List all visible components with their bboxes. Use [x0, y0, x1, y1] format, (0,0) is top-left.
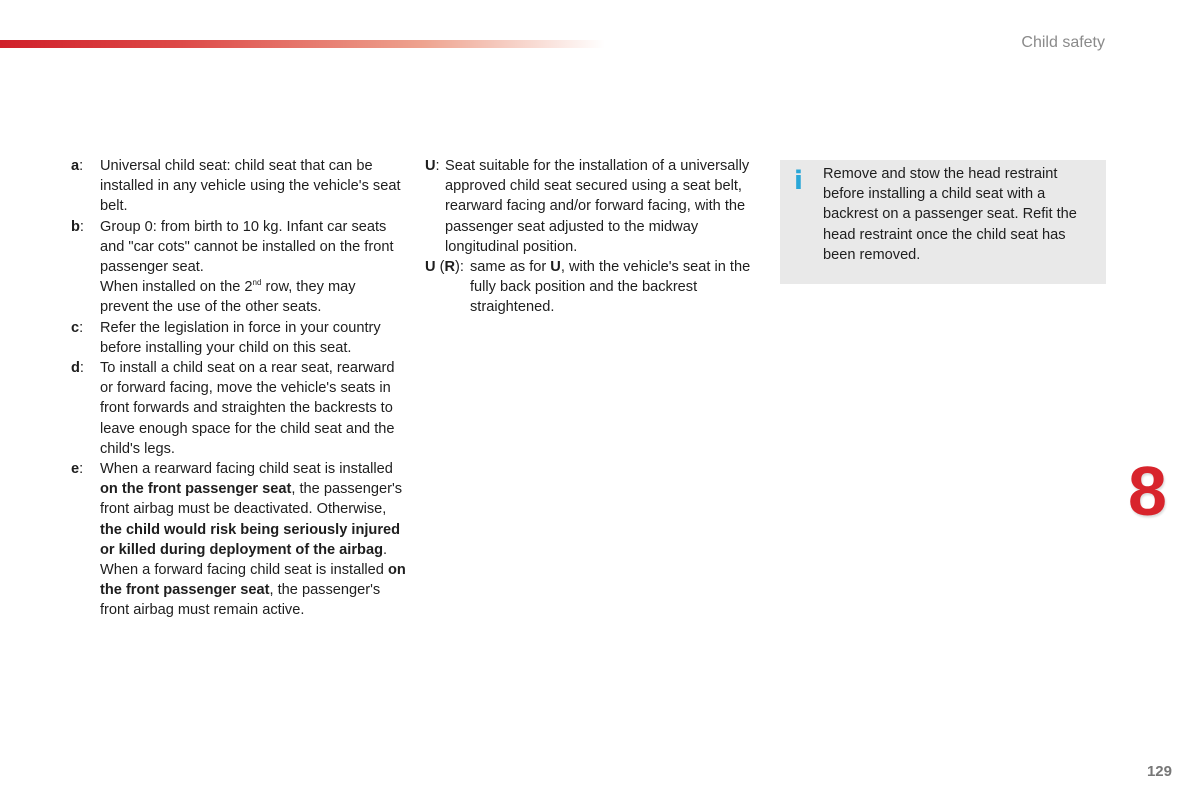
header-accent-bar	[0, 40, 605, 48]
definition-note: When installed on the 2nd row, they may prevent the use of the other seats.	[100, 278, 356, 316]
section-title: Child safety	[1021, 34, 1105, 51]
definition-b	[71, 217, 406, 318]
definition-text: To install a child seat on a rear seat, rearward or forward facing, move the vehicle's seats in front forwards and straighten the backrests to leave enough space for the child seat and the child's legs.	[100, 360, 395, 457]
page-number: 129	[1146, 763, 1172, 780]
definition-e	[71, 459, 406, 621]
definition-key: c:	[71, 319, 84, 336]
seat-code-key: U (R):	[425, 259, 464, 276]
definition-key: d:	[71, 360, 84, 377]
definition-note: When a forward facing child seat is installed on the front passenger seat, the passenger's front airbag must remain active.	[100, 562, 406, 619]
definition-text: Universal child seat: child seat that can be installed in any vehicle using the vehicle's seat belt.	[100, 158, 401, 215]
seat-code-key: U:	[425, 158, 440, 174]
seat-code-text: same as for U, with the vehicle's seat in the fully back position and the backrest straightened.	[470, 259, 751, 316]
definition-c	[71, 318, 406, 358]
definition-key: e:	[71, 461, 84, 478]
definition-text: When a rearward facing child seat is installed on the front passenger seat, the passenger's front airbag must be deactivated. Otherwise, the child would risk being seriously injured or killed during deployment of the airbag.	[100, 461, 403, 558]
info-text: Remove and stow the head restraint before installing a child seat with a backrest on a passenger seat. Refit the head restraint once the child seat has been removed.	[823, 166, 1077, 263]
info-box	[780, 160, 1106, 284]
definitions-column	[71, 156, 406, 621]
definition-key: a:	[71, 158, 84, 174]
seat-code-ur	[425, 257, 760, 318]
definition-key: b:	[71, 218, 84, 235]
definition-d	[71, 358, 406, 459]
seat-code-u	[425, 156, 760, 257]
seat-code-text: Seat suitable for the installation of a universally approved child seat secured using a seat belt, rearward facing and/or forward facing, with the passenger seat adjusted to the midway longitudinal position.	[445, 158, 750, 255]
definition-text: Refer the legislation in force in your country before installing your child on this seat.	[100, 319, 381, 356]
definition-a	[71, 156, 406, 217]
definition-text: Group 0: from birth to 10 kg. Infant car seats and "car cots" cannot be installed on the front passenger seat.	[100, 218, 394, 276]
info-icon: i	[794, 166, 803, 196]
chapter-number: 8	[1128, 452, 1167, 530]
seat-codes-column	[425, 156, 760, 318]
